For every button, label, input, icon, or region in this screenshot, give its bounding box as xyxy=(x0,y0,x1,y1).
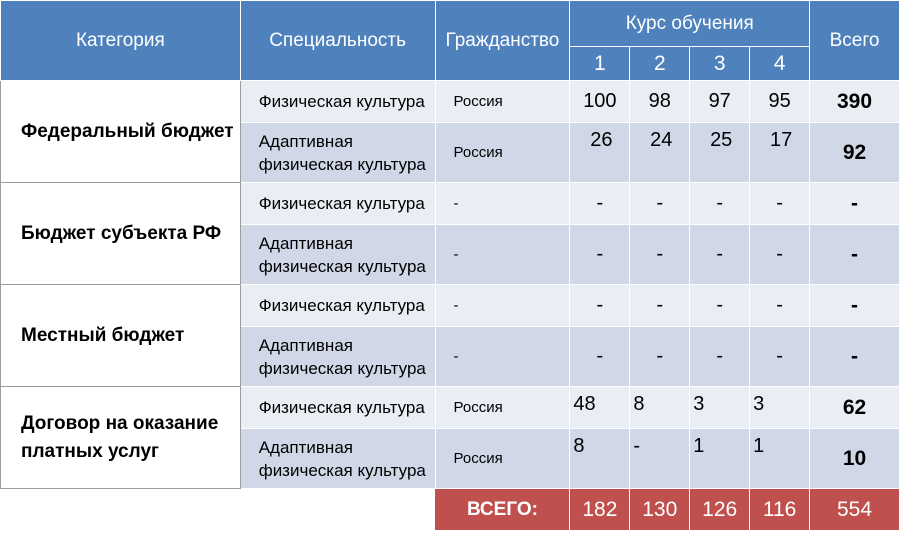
header-course-2: 2 xyxy=(630,47,690,81)
specialty-cell: Адаптивная физическая культура xyxy=(240,123,435,183)
course-value-cell: - xyxy=(570,327,630,387)
course-value-cell: 95 xyxy=(750,81,810,123)
row-total-cell: - xyxy=(810,183,900,225)
citizenship-cell: Россия xyxy=(435,387,570,429)
course-value-cell: 97 xyxy=(690,81,750,123)
citizenship-cell: - xyxy=(435,225,570,285)
totals-row xyxy=(1,489,900,531)
header-specialty: Специальность xyxy=(240,1,435,81)
header-course: Курс обучения xyxy=(570,1,810,47)
specialty-cell: Физическая культура xyxy=(240,81,435,123)
table-row xyxy=(1,183,900,225)
specialty-cell: Адаптивная физическая культура xyxy=(240,429,435,489)
course-value-cell: 3 xyxy=(750,387,810,429)
course-value-cell: 3 xyxy=(690,387,750,429)
course-value-cell: - xyxy=(630,225,690,285)
row-total-cell: - xyxy=(810,225,900,285)
course-value-cell: - xyxy=(750,327,810,387)
course-value-cell: 8 xyxy=(570,429,630,489)
specialty-cell: Физическая культура xyxy=(240,285,435,327)
header-total: Всего xyxy=(810,1,900,81)
course-value-cell: 25 xyxy=(690,123,750,183)
specialty-cell: Адаптивная физическая культура xyxy=(240,327,435,387)
specialty-cell: Физическая культура xyxy=(240,183,435,225)
header-citizenship: Гражданство xyxy=(435,1,570,81)
course-value-cell: - xyxy=(690,225,750,285)
course-value-cell: - xyxy=(690,183,750,225)
specialty-cell: Адаптивная физическая культура xyxy=(240,225,435,285)
header-course-4: 4 xyxy=(750,47,810,81)
course-value-cell: 100 xyxy=(570,81,630,123)
citizenship-cell: Россия xyxy=(435,81,570,123)
course-value-cell: - xyxy=(690,285,750,327)
citizenship-cell: Россия xyxy=(435,429,570,489)
category-cell: Местный бюджет xyxy=(1,285,241,387)
course-value-cell: - xyxy=(570,285,630,327)
course-value-cell: - xyxy=(750,225,810,285)
row-total-cell: 10 xyxy=(810,429,900,489)
row-total-cell: - xyxy=(810,327,900,387)
header-category: Категория xyxy=(1,1,241,81)
course-value-cell: 1 xyxy=(750,429,810,489)
course-value-cell: - xyxy=(630,183,690,225)
course-value-cell: 17 xyxy=(750,123,810,183)
course-total-cell: 130 xyxy=(630,489,690,531)
category-cell: Договор на оказание платных услуг xyxy=(1,387,241,489)
citizenship-cell: - xyxy=(435,285,570,327)
course-value-cell: - xyxy=(690,327,750,387)
row-total-cell: 390 xyxy=(810,81,900,123)
citizenship-cell: - xyxy=(435,183,570,225)
course-value-cell: - xyxy=(570,225,630,285)
course-value-cell: 26 xyxy=(570,123,630,183)
table-row xyxy=(1,285,900,327)
category-cell: Бюджет субъекта РФ xyxy=(1,183,241,285)
citizenship-cell: - xyxy=(435,327,570,387)
course-value-cell: - xyxy=(630,285,690,327)
row-total-cell: 62 xyxy=(810,387,900,429)
course-value-cell: - xyxy=(750,285,810,327)
course-value-cell: - xyxy=(630,327,690,387)
course-value-cell: 8 xyxy=(630,387,690,429)
course-value-cell: - xyxy=(750,183,810,225)
course-total-cell: 116 xyxy=(750,489,810,531)
course-value-cell: - xyxy=(570,183,630,225)
table-row xyxy=(1,387,900,429)
category-cell: Федеральный бюджет xyxy=(1,81,241,183)
header-course-1: 1 xyxy=(570,47,630,81)
course-value-cell: 98 xyxy=(630,81,690,123)
course-total-cell: 182 xyxy=(570,489,630,531)
grand-total-label: ВСЕГО: xyxy=(435,489,570,531)
header-course-3: 3 xyxy=(690,47,750,81)
row-total-cell: - xyxy=(810,285,900,327)
citizenship-cell: Россия xyxy=(435,123,570,183)
course-value-cell: 1 xyxy=(690,429,750,489)
table-row xyxy=(1,81,900,123)
course-value-cell: 48 xyxy=(570,387,630,429)
course-value-cell: - xyxy=(630,429,690,489)
specialty-cell: Физическая культура xyxy=(240,387,435,429)
course-value-cell: 24 xyxy=(630,123,690,183)
grand-total-cell: 554 xyxy=(810,489,900,531)
course-total-cell: 126 xyxy=(690,489,750,531)
row-total-cell: 92 xyxy=(810,123,900,183)
